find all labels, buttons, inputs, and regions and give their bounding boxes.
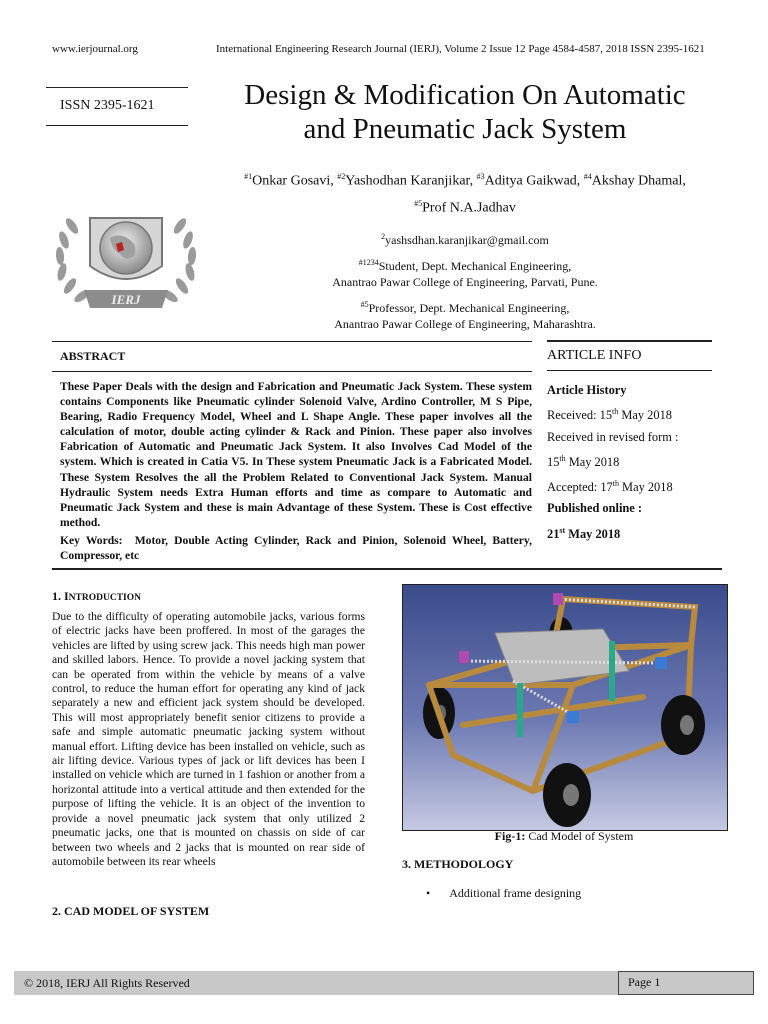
- jack-cylinder-icon: [517, 683, 523, 737]
- wheel-icon: [661, 695, 705, 755]
- issn-label: ISSN 2395-1621: [60, 98, 155, 113]
- author-mark: #1: [244, 172, 253, 181]
- cad-model-drawing: [403, 585, 727, 830]
- paper-title: [200, 78, 730, 146]
- abstract-heading-rule: [52, 371, 532, 372]
- author-name: Akshay Dhamal,: [591, 173, 686, 189]
- journal-website: www.ierjournal.org: [52, 43, 138, 55]
- author-email: [200, 229, 730, 248]
- motor-icon: [655, 657, 667, 669]
- author-mark: #2: [337, 172, 346, 181]
- received-date: Received: 15th May 2018: [547, 407, 672, 423]
- cad-model-figure: [402, 584, 728, 831]
- affiliation-college: Anantrao Pawar College of Engineering, Parvati, Pune.: [332, 275, 598, 289]
- title-line-2: and Pneumatic Jack System: [303, 113, 627, 145]
- published-label: Published online :: [547, 501, 643, 516]
- intro-body: Due to the difficulty of operating automobile jacks, various forms of electric jacks have been proffered. In most of the garages the vehicles are lifted by using screw jack. This needs high man power and skilled labors. Hence. To provide a novel jacking system that can be operated from within the vehicle by means of a valve control, to reduce the human effort for operating any kind of jack separately a new and efficient jack system should be developed. This will most appropriately benefit senior citizens to provide a safe and simple automatic pneumatic jacking system without manual effort. Lifting device has been installed on vehicle, such as air lifting device. Various types of jack or lift devices has been I installed on vehicle which are turned in 1 fashion or another from a horizontal attitude into a vertical attitude and then extended for the purpose of lifting the vehicle. It is an object of the invention to provide a novel pneumatic jack system that only utilized 2 pneumatic jacks, one that is mounted on chassis on side of car between two wheels and 2 jacks that is mounted on rear side of automobile between its rear wheels: [52, 610, 365, 868]
- author-list: [200, 166, 730, 219]
- affiliation-dept: Professor, Dept. Mechanical Engineering,: [368, 301, 570, 315]
- author-mark: #4: [583, 172, 592, 181]
- methodology-list-item: • Additional frame designing: [426, 886, 582, 900]
- revised-date: 15th May 2018: [547, 453, 620, 469]
- methodology-heading: 3. METHODOLOGY: [402, 857, 514, 871]
- affiliation-dept: Student, Dept. Mechanical Engineering,: [378, 259, 572, 273]
- figure-caption: Fig-1: Cad Model of System: [494, 829, 634, 843]
- article-info-top-rule: [547, 340, 712, 342]
- article-history: [547, 380, 717, 545]
- keywords: [60, 533, 532, 563]
- affiliation-mark: #5: [360, 300, 369, 309]
- motor-icon: [567, 711, 579, 723]
- title-line-1: Design & Modification On Automatic: [244, 79, 686, 111]
- affiliation-mark: #1234: [358, 258, 379, 267]
- keywords-list: Motor, Double Acting Cylinder, Rack and Pinion, Solenoid Wheel, Battery, Compressor, etc: [60, 534, 532, 562]
- article-info-heading: ARTICLE INFO: [547, 348, 642, 363]
- author-name: Prof N.A.Jadhav: [422, 200, 516, 216]
- author-name: Yashodhan Karanjikar,: [345, 173, 477, 189]
- bullet-icon: •: [426, 886, 431, 900]
- abstract-top-rule: [52, 341, 532, 342]
- affiliation-college: Anantrao Pawar College of Engineering, Maharashtra.: [334, 317, 596, 331]
- article-info-heading-rule: [547, 370, 712, 371]
- platform-plate: [495, 629, 629, 685]
- wheel-icon: [543, 763, 591, 827]
- abstract-heading: ABSTRACT: [60, 349, 126, 363]
- motor-icon: [459, 651, 469, 663]
- journal-header-line: International Engineering Research Journal (IERJ), Volume 2 Issue 12 Page 4584-4587, 2018 ISSN 2395-1621: [216, 43, 705, 55]
- author-name: Onkar Gosavi,: [252, 173, 338, 189]
- issn-bottom-rule: [46, 125, 188, 126]
- email-mark: 2: [381, 232, 386, 241]
- article-history-label: Article History: [547, 383, 627, 397]
- accepted-date: Accepted: 17th May 2018: [547, 479, 673, 495]
- footer-copyright: © 2018, IERJ All Rights Reserved: [24, 976, 190, 990]
- author-mark: #3: [476, 172, 485, 181]
- abstract-body: These Paper Deals with the design and Fabrication and Pneumatic Jack System. These system contains Components like Pneumatic cylinder Solenoid Valve, Ardino Controller, M S Pipe, Bearing, Radio Frequency Model, Wheel and L Shape Angle. These paper involves all the calculation of motor, double acting cylinder & Rack and Pinion. These paper also involves Fabrication of Automatic and Pneumatic Jack System. It also Involves Cad Model of the system. Which is created in Catia V5. In These system Pneumatic Jack is a Fabricated Model. These System Resolves the all the Problem Related to Conventional Jack System. Manual Hydraulic System needs Extra Human efforts and time as compare to Automatic and Pneumatic Jack System and these is main Advantage of these System. These is Cost effective method.: [60, 380, 532, 529]
- revised-label: Received in revised form :: [547, 429, 679, 444]
- intro-heading: 1. INTRODUCTION: [52, 589, 141, 603]
- ierj-logo: [50, 196, 202, 320]
- footer-page-number: Page 1: [628, 975, 661, 989]
- keywords-label: Key Words:: [60, 534, 123, 547]
- section-divider-rule: [52, 568, 722, 570]
- published-date: 21st May 2018: [547, 525, 621, 541]
- affiliation-students: [200, 255, 730, 290]
- motor-icon: [553, 593, 563, 605]
- affiliation-professor: [200, 297, 730, 332]
- author-name: Aditya Gaikwad,: [484, 173, 584, 189]
- logo-label: IERJ: [111, 292, 141, 307]
- author-mark: #5: [414, 198, 423, 208]
- email-text[interactable]: yashsdhan.karanjikar@gmail.com: [385, 233, 549, 247]
- jack-cylinder-icon: [609, 641, 615, 701]
- cad-heading: 2. CAD MODEL OF SYSTEM: [52, 904, 210, 918]
- issn-top-rule: [46, 87, 188, 88]
